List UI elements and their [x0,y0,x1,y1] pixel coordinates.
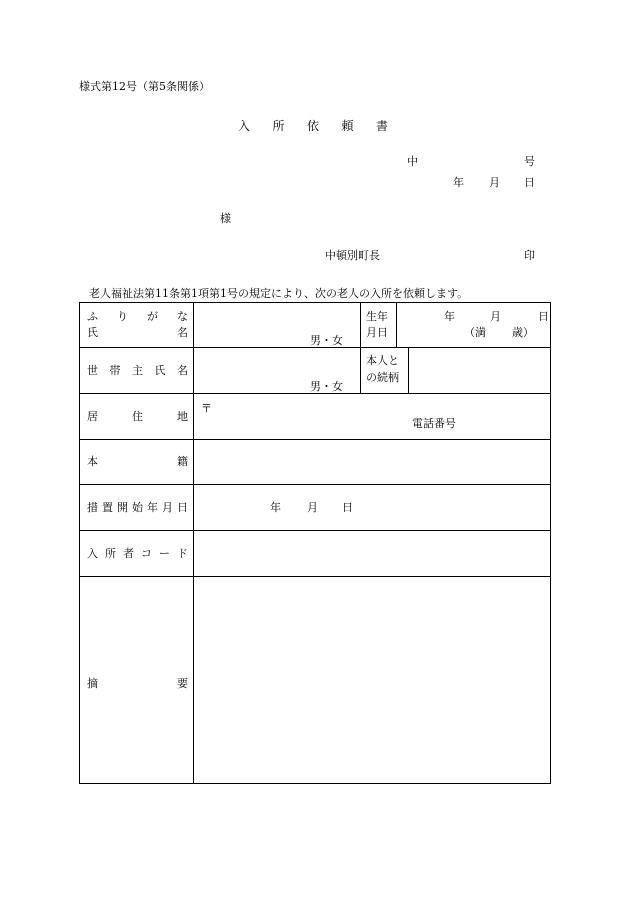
householder-sex-choice[interactable]: 男・女 [310,380,343,393]
issue-date-month: 月 [489,176,500,189]
document-title [238,120,388,132]
resident-code-label: 入 所 者 コ ー ド [87,547,188,560]
age-close: 歳） [512,326,534,339]
request-form-table [79,302,551,784]
issuer-name: 中頓別町長 [325,249,380,262]
name-label: 氏 名 [87,326,188,339]
doc-number-suffix: 号 [524,155,535,168]
age-open: （満 [464,326,486,339]
start-date-label: 措 置 開 始 年 月 日 [87,501,188,514]
domicile-label: 本 籍 [87,455,188,468]
title-char: 頼 [341,119,354,133]
remarks-label: 摘 要 [87,677,188,690]
birth-year: 年 [444,310,455,323]
furigana-label: ふ り が な [87,310,188,323]
birth-date-label-1: 生年 [366,310,388,323]
form-number: 様式第12号（第5条関係） [79,80,210,93]
title-char: 依 [306,119,319,133]
sex-choice[interactable]: 男・女 [310,334,343,347]
relation-label-1: 本人と [366,354,399,367]
seal-mark: 印 [524,249,535,262]
phone-number-label: 電話番号 [412,417,456,430]
relation-label-2: の続柄 [366,371,399,384]
issue-date-day: 日 [524,176,535,189]
birth-month: 月 [490,310,501,323]
householder-label: 世 帯 主 氏 名 [87,364,188,377]
title-char: 所 [272,119,285,133]
title-char: 書 [375,119,388,133]
start-day: 日 [342,501,353,514]
intro-text: 老人福祉法第11条第1項第1号の規定により、次の老人の入所を依頼します。 [89,287,469,300]
birth-date-label-2: 月日 [366,326,388,339]
issue-date-year: 年 [453,176,464,189]
residence-label: 居 住 地 [87,410,188,423]
birth-day: 日 [538,310,549,323]
start-month: 月 [307,501,318,514]
doc-number-prefix: 中 [407,155,418,168]
start-year: 年 [270,501,281,514]
addressee-suffix: 様 [220,212,231,225]
title-char: 入 [238,119,251,133]
postal-mark-icon: 〒 [201,402,212,415]
